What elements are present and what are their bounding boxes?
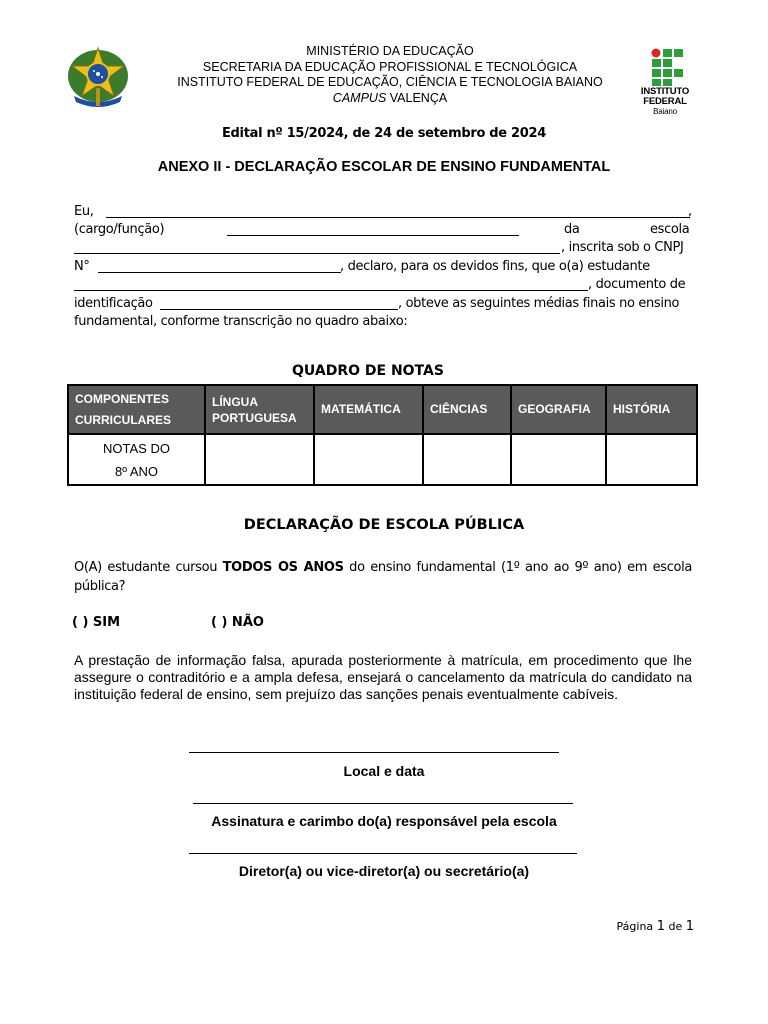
grade-cell-lingua-portuguesa[interactable] bbox=[205, 434, 314, 485]
de-word: de bbox=[668, 920, 683, 933]
declaration-line-2 bbox=[74, 222, 692, 241]
question-post: do ensino fundamental (1º ano ao 9º ano) em escola pública? bbox=[74, 560, 692, 594]
brazil-coat-of-arms-icon bbox=[62, 44, 134, 114]
header-lingua-portuguesa: LÍNGUA PORTUGUESA bbox=[205, 385, 314, 434]
declaro-text: , declaro, para os devidos fins, que o(a) estudante bbox=[340, 259, 650, 274]
escola-blank[interactable] bbox=[74, 253, 560, 254]
false-information-warning: A prestação de informação falsa, apurada posteriormente à matrícula, em procedimento que lhe assegure o contraditório e a ampla defesa, ensejará o cancelamento da matrícula do candidato na instituição federal de ensino, sem prejuízo das sanções penais eventualmente cabíveis. bbox=[74, 652, 692, 702]
identificacao-label: identificação bbox=[74, 296, 153, 311]
page-number bbox=[600, 919, 694, 934]
header-secretaria: SECRETARIA DA EDUCAÇÃO PROFISSIONAL E TECNOLÓGICA bbox=[202, 59, 578, 74]
quadro-title: QUADRO DE NOTAS bbox=[292, 363, 444, 379]
documento-text: , documento de bbox=[588, 277, 686, 292]
assinatura-label: Assinatura e carimbo do(a) responsável pela escola bbox=[211, 813, 557, 829]
declaration-line-5 bbox=[74, 277, 692, 296]
question-bold: TODOS OS ANOS bbox=[222, 560, 344, 575]
declaration-line-4 bbox=[74, 259, 692, 278]
assinatura-line[interactable] bbox=[193, 803, 573, 804]
header-matematica: MATEMÁTICA bbox=[314, 385, 423, 434]
option-nao[interactable]: ( ) NÃO bbox=[211, 615, 264, 630]
campus-word: CAMPUS bbox=[332, 90, 387, 105]
header-ministerio: MINISTÉRIO DA EDUCAÇÃO bbox=[306, 44, 474, 58]
grades-row-8-ano bbox=[68, 434, 697, 485]
obteve-text: , obteve as seguintes médias finais no ensino bbox=[398, 296, 680, 311]
declaration-line-6 bbox=[74, 296, 692, 315]
page-title: ANEXO II - DECLARAÇÃO ESCOLAR DE ENSINO FUNDAMENTAL bbox=[157, 159, 611, 175]
header-geografia: GEOGRAFIA bbox=[511, 385, 606, 434]
escola-publica-question bbox=[74, 559, 692, 596]
numero-label: N° bbox=[74, 259, 90, 274]
if-grid-icon bbox=[634, 46, 706, 86]
edital-reference: Edital nº 15/2024, de 24 de setembro de 2024 bbox=[221, 126, 547, 141]
question-pre: O(A) estudante cursou bbox=[74, 560, 223, 575]
current-page: 1 bbox=[656, 919, 665, 934]
cargo-blank[interactable] bbox=[227, 235, 519, 236]
grade-cell-matematica[interactable] bbox=[314, 434, 423, 485]
instituto-federal-logo bbox=[634, 46, 706, 116]
declaration-line-1: Eu, , bbox=[74, 204, 692, 219]
grade-cell-ciencias[interactable] bbox=[423, 434, 511, 485]
cnpj-text: , inscrita sob o CNPJ bbox=[561, 240, 684, 255]
row-label-line2: 8º ANO bbox=[114, 463, 159, 479]
header-componentes: COMPONENTES CURRICULARES bbox=[68, 385, 205, 434]
da-word: da bbox=[564, 222, 580, 237]
row-label bbox=[68, 434, 205, 485]
declaration-line-3 bbox=[74, 240, 692, 259]
cnpj-blank[interactable] bbox=[98, 272, 341, 273]
documento-blank[interactable] bbox=[160, 309, 398, 310]
grade-cell-geografia[interactable] bbox=[511, 434, 606, 485]
local-data-label: Local e data bbox=[343, 763, 425, 779]
eu-label: Eu, bbox=[74, 204, 94, 219]
diretor-line[interactable] bbox=[189, 853, 577, 854]
campus-name: VALENÇA bbox=[386, 90, 448, 105]
if-logo-line1: INSTITUTO bbox=[640, 86, 690, 97]
declaration-line-7 bbox=[74, 314, 692, 333]
institution-header bbox=[140, 44, 640, 106]
option-sim[interactable]: ( ) SIM bbox=[72, 615, 121, 630]
if-logo-line2: FEDERAL bbox=[643, 96, 687, 107]
grade-cell-historia[interactable] bbox=[606, 434, 697, 485]
fundamental-text: fundamental, conforme transcrição no quadro abaixo: bbox=[74, 314, 408, 329]
grades-table bbox=[67, 384, 698, 486]
cargo-label: (cargo/função) bbox=[74, 222, 165, 237]
pagina-word: Página bbox=[616, 920, 654, 933]
header-campus bbox=[140, 91, 640, 107]
header-historia: HISTÓRIA bbox=[606, 385, 697, 434]
total-pages: 1 bbox=[685, 919, 694, 934]
escola-publica-title: DECLARAÇÃO DE ESCOLA PÚBLICA bbox=[243, 517, 525, 533]
diretor-label: Diretor(a) ou vice-diretor(a) ou secretário(a) bbox=[238, 863, 530, 879]
row-label-line1: NOTAS DO bbox=[103, 440, 170, 456]
estudante-blank[interactable] bbox=[74, 290, 588, 291]
header-ciencias: CIÊNCIAS bbox=[423, 385, 511, 434]
if-logo-line3: Baiano bbox=[653, 107, 677, 116]
grades-header-row bbox=[68, 385, 697, 434]
name-blank[interactable] bbox=[106, 217, 690, 218]
local-data-line[interactable] bbox=[189, 752, 559, 753]
escola-word: escola bbox=[650, 222, 690, 237]
header-instituto: INSTITUTO FEDERAL DE EDUCAÇÃO, CIÊNCIA E TECNOLOGIA BAIANO bbox=[177, 75, 603, 89]
